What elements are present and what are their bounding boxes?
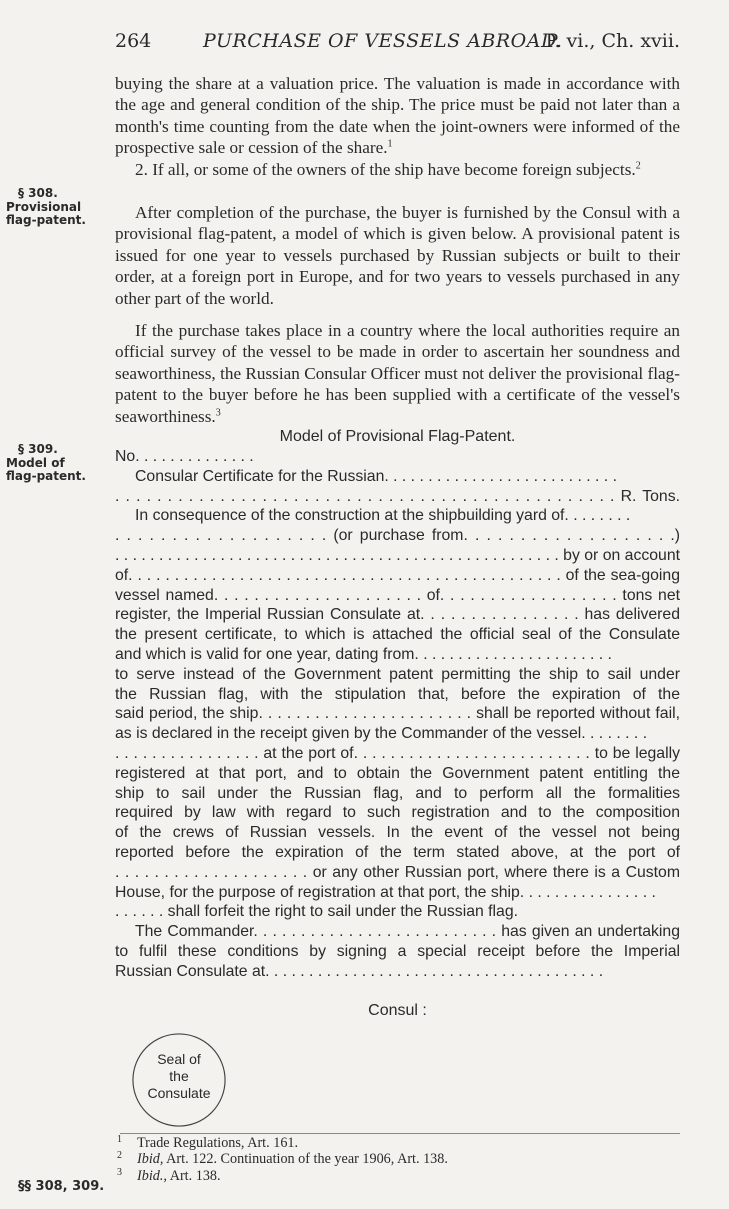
form-line-7: vessel named. . . . . . . . . . . . . . . . . . . . . of. . . . . . . . . . . . . . . . . . tons net (115, 586, 680, 604)
seal-label-line2: the (169, 1068, 189, 1084)
footnote-3-mark: 3 (117, 1166, 122, 1178)
margin-note-308-line1: Provisional (6, 199, 82, 214)
margin-note-308-line2: flag-patent. (6, 213, 86, 227)
footnote-2-ibid: Ibid, (137, 1151, 164, 1168)
margin-note-309 (6, 443, 106, 484)
model-heading: Model of Provisional Flag-Patent. (279, 428, 516, 445)
section-number-309: § 309. (18, 442, 58, 456)
paragraph-2-text: 2. If all, or some of the owners of the ship have become foreign subjects. (135, 160, 636, 179)
form-line-13: said period, the ship. . . . . . . . . . . . . . . . . . . . . . . shall be reported without fail, (115, 705, 680, 723)
chapter-reference: P. vi., Ch. xvii. (545, 30, 680, 52)
form-line-26: Russian Consulate at. . . . . . . . . . . . . . . . . . . . . . . . . . . . . . . . . . . . . . . (115, 962, 604, 980)
form-line-8: register, the Imperial Russian Consulate at. . . . . . . . . . . . . . . . has delivered (115, 606, 680, 624)
footnote-rule (120, 1133, 680, 1134)
form-line-25: to fulfil these conditions by signing a special receipt before the Imperial (115, 942, 680, 960)
consul-signature-label: Consul : (368, 1002, 427, 1019)
paragraph-1-text: buying the share at a valuation price. The valuation is made in accordance with the age and general condition of the ship. The price must be paid not later than a month's time counting from the date when the joint-owners were informed of the prospective sale or cession of the share. (115, 74, 680, 158)
footnote-1-text: Trade Regulations, Art. 161. (137, 1135, 299, 1151)
footnote-2 (115, 1151, 680, 1167)
footnote-2-text: Art. 122. Continuation of the year 1906, Art. 138. (163, 1151, 448, 1168)
section-number-308: § 308. (18, 186, 58, 200)
footnote-ref-1[interactable]: 1 (387, 138, 393, 150)
running-title: PURCHASE OF VESSELS ABROAD. (203, 30, 563, 52)
footnote-1-mark: 1 (117, 1134, 122, 1145)
form-line-22: House, for the purpose of registration at that port, the ship. . . . . . . . . . . . . . . . (115, 883, 656, 901)
form-line-14: as is declared in the receipt given by the Commander of the vessel. . . . . . . . (115, 725, 648, 743)
seal-label (130, 1051, 228, 1102)
form-line-15: . . . . . . . . . . . . . . . . at the port of. . . . . . . . . . . . . . . . . . . . . . . . . . to be legally (115, 744, 680, 762)
form-line-9: the present certificate, to which is attached the official seal of the Consulate (115, 626, 680, 644)
form-line-4: . . . . . . . . . . . . . . . . . . . (or purchase from. . . . . . . . . . . . . . . . . . .) (115, 527, 680, 545)
seal-label-line1: Seal of (157, 1051, 201, 1067)
page-number: 264 (115, 30, 152, 52)
model-form (115, 447, 680, 982)
margin-note-309-line2: flag-patent. (6, 469, 86, 483)
form-line-10: and which is valid for one year, dating from. . . . . . . . . . . . . . . . . . . . . . . (115, 645, 612, 663)
form-line-16: registered at that port, and to obtain the Government patent entitling the (115, 764, 680, 782)
margin-note-308 (6, 187, 106, 228)
paragraph-4 (115, 320, 680, 427)
footnote-2-mark: 2 (117, 1150, 122, 1162)
form-line-21: . . . . . . . . . . . . . . . . . . . . or any other Russian port, where there is a Custom (115, 863, 680, 881)
form-line-6: of. . . . . . . . . . . . . . . . . . . . . . . . . . . . . . . . . . . . . . . . . . . . . . . of the sea-going (115, 566, 680, 584)
form-line-20: reported before the expiration of the term stated above, at the port of (115, 843, 680, 861)
footnote-3-ibid: Ibid., (137, 1167, 167, 1184)
footer-section-reference: §§ 308, 309. (18, 1179, 105, 1194)
seal-label-line3: Consulate (147, 1085, 211, 1101)
form-line-5: . . . . . . . . . . . . . . . . . . . . . . . . . . . . . . . . . . . . . . . . . . . . . . . . . . . by or on account (115, 546, 680, 564)
footnote-3-text: Art. 138. (166, 1167, 221, 1184)
form-line-18: required by law with regard to such registration and to the composition (115, 804, 680, 822)
paragraph-2 (115, 159, 680, 180)
running-header (115, 30, 680, 56)
form-line-23: . . . . . . shall forfeit the right to sail under the Russian flag. (115, 903, 519, 921)
form-line-3: In consequence of the construction at the shipbuilding yard of. . . . . . . . (135, 507, 631, 525)
footnote-ref-3[interactable]: 3 (215, 406, 221, 418)
form-line-11: to serve instead of the Government patent permitting the ship to sail under (115, 665, 680, 683)
footnotes (115, 1135, 680, 1184)
form-line-2: . . . . . . . . . . . . . . . . . . . . . . . . . . . . . . . . . . . . . . . . . . . . . . . . R. Tons. (115, 487, 680, 505)
paragraph-3: After completion of the purchase, the buyer is furnished by the Consul with a provisional flag-patent, a model of which is given below. A provisional patent is issued for one year to vessels purchased by Russian subjects or built to their order, at a foreign port in Europe, and for two years to vessels purchased in any other part of the world. (115, 203, 680, 308)
form-line-17: ship to sail under the Russian flag, and to perform all the formalities (115, 784, 680, 802)
margin-note-309-line1: Model of (6, 455, 65, 470)
form-line-24: The Commander. . . . . . . . . . . . . . . . . . . . . . . . . . has given an undertaking (135, 923, 680, 941)
paragraph-1 (115, 73, 680, 159)
form-line-12: the Russian flag, with the stipulation that, before the expiration of the (115, 685, 680, 703)
paragraph-4-text: If the purchase takes place in a country where the local authorities require an official survey of the vessel to be made in order to ascertain her soundness and seaworthiness, the Russian Consular Officer must not deliver the provisional flag-patent to the buyer before he has been supplied with a certificate of the vessel's seaworthiness. (115, 321, 680, 426)
form-line-1: Consular Certificate for the Russian. . . . . . . . . . . . . . . . . . . . . . . . . . . (135, 467, 617, 485)
footnote-1 (115, 1135, 680, 1151)
footnote-ref-2[interactable]: 2 (635, 160, 641, 172)
footnote-3 (115, 1168, 680, 1184)
form-line-0: No. . . . . . . . . . . . . . (115, 448, 254, 465)
form-line-19: of the crews of Russian vessels. In the event of the vessel not being (115, 824, 680, 842)
